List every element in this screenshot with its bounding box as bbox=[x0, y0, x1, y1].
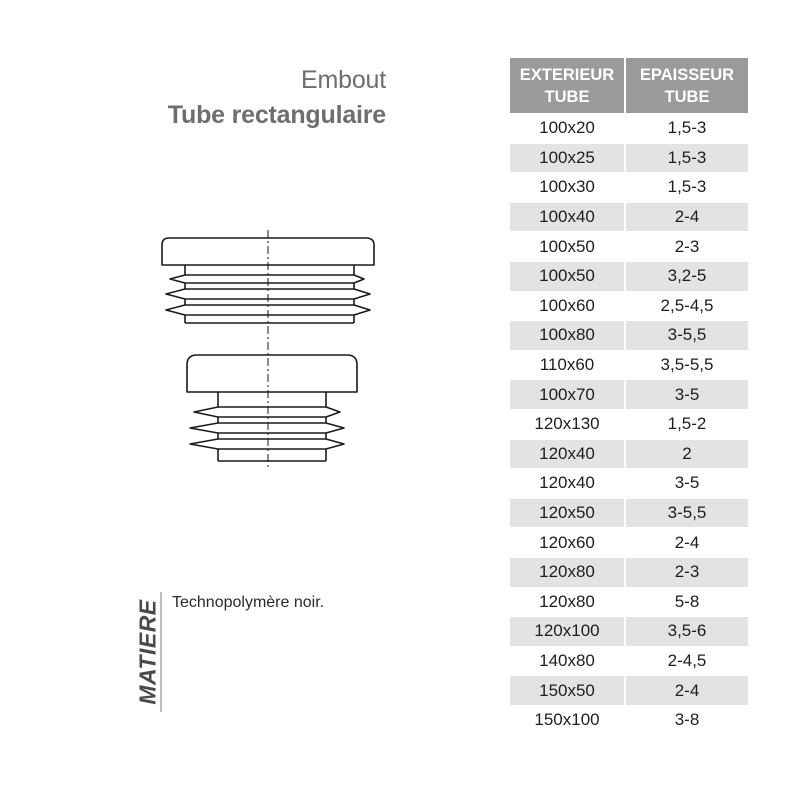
cell-epaisseur: 3-8 bbox=[626, 705, 748, 735]
cell-epaisseur: 3-5,5 bbox=[626, 498, 748, 528]
cell-epaisseur: 2-4,5 bbox=[626, 646, 748, 676]
table-row bbox=[510, 143, 748, 173]
header-col1-line2: TUBE bbox=[544, 87, 590, 106]
cell-exterieur: 120x40 bbox=[510, 468, 626, 498]
cell-exterieur: 120x50 bbox=[510, 498, 626, 528]
cell-epaisseur: 2-4 bbox=[626, 527, 748, 557]
title-line-2: Tube rectangulaire bbox=[167, 101, 386, 129]
cell-epaisseur: 3,5-6 bbox=[626, 616, 748, 646]
cell-epaisseur: 1,5-3 bbox=[626, 113, 748, 143]
table-row bbox=[510, 557, 748, 587]
table-row bbox=[510, 468, 748, 498]
cell-exterieur: 120x100 bbox=[510, 616, 626, 646]
cell-epaisseur: 3,5-5,5 bbox=[626, 350, 748, 380]
cell-epaisseur: 2,5-4,5 bbox=[626, 291, 748, 321]
cell-epaisseur: 2-4 bbox=[626, 675, 748, 705]
cell-epaisseur: 1,5-3 bbox=[626, 143, 748, 173]
material-description: Technopolymère noir. bbox=[172, 594, 325, 611]
cell-exterieur: 100x25 bbox=[510, 143, 626, 173]
cell-epaisseur: 2 bbox=[626, 439, 748, 469]
cell-exterieur: 100x50 bbox=[510, 261, 626, 291]
cell-epaisseur: 3,2-5 bbox=[626, 261, 748, 291]
title-line-1: Embout bbox=[301, 66, 386, 94]
cell-epaisseur: 2-4 bbox=[626, 202, 748, 232]
table-row bbox=[510, 320, 748, 350]
header-epaisseur-tube bbox=[626, 58, 748, 113]
header-col2-line1: EPAISSEUR bbox=[639, 65, 735, 84]
cell-exterieur: 120x40 bbox=[510, 439, 626, 469]
table-row bbox=[510, 172, 748, 202]
table-row bbox=[510, 113, 748, 143]
table-row bbox=[510, 646, 748, 676]
material-label: MATIERE bbox=[134, 599, 161, 705]
cell-exterieur: 120x80 bbox=[510, 557, 626, 587]
table-row bbox=[510, 261, 748, 291]
cell-exterieur: 120x80 bbox=[510, 587, 626, 617]
cell-exterieur: 100x30 bbox=[510, 172, 626, 202]
cell-epaisseur: 5-8 bbox=[626, 587, 748, 617]
table-row bbox=[510, 587, 748, 617]
cell-exterieur: 150x100 bbox=[510, 705, 626, 735]
cell-epaisseur: 2-3 bbox=[626, 557, 748, 587]
table-row bbox=[510, 705, 748, 735]
end-cap-drawing bbox=[150, 225, 390, 475]
table-row bbox=[510, 350, 748, 380]
cell-epaisseur: 2-3 bbox=[626, 231, 748, 261]
cell-epaisseur: 3-5,5 bbox=[626, 320, 748, 350]
dimensions-table bbox=[510, 58, 748, 734]
header-col1-line1: EXTERIEUR bbox=[519, 65, 615, 84]
cell-exterieur: 100x20 bbox=[510, 113, 626, 143]
table-row bbox=[510, 379, 748, 409]
cell-epaisseur: 1,5-2 bbox=[626, 409, 748, 439]
cell-exterieur: 110x60 bbox=[510, 350, 626, 380]
header-exterieur-tube bbox=[510, 58, 626, 113]
table-row bbox=[510, 231, 748, 261]
cell-epaisseur: 1,5-3 bbox=[626, 172, 748, 202]
table-row bbox=[510, 409, 748, 439]
cell-exterieur: 100x80 bbox=[510, 320, 626, 350]
cell-exterieur: 100x40 bbox=[510, 202, 626, 232]
cell-exterieur: 100x70 bbox=[510, 379, 626, 409]
table-row bbox=[510, 498, 748, 528]
cell-exterieur: 100x50 bbox=[510, 231, 626, 261]
cell-exterieur: 120x130 bbox=[510, 409, 626, 439]
cell-exterieur: 120x60 bbox=[510, 527, 626, 557]
cell-epaisseur: 3-5 bbox=[626, 468, 748, 498]
end-cap-side-view-narrow bbox=[187, 355, 357, 461]
cell-exterieur: 150x50 bbox=[510, 675, 626, 705]
table-row bbox=[510, 202, 748, 232]
table-row bbox=[510, 291, 748, 321]
table-row bbox=[510, 439, 748, 469]
header-col2-line2: TUBE bbox=[664, 87, 710, 106]
table-row bbox=[510, 675, 748, 705]
table-row bbox=[510, 527, 748, 557]
cell-exterieur: 140x80 bbox=[510, 646, 626, 676]
cell-epaisseur: 3-5 bbox=[626, 379, 748, 409]
table-header-row bbox=[510, 58, 748, 113]
table-row bbox=[510, 616, 748, 646]
cell-exterieur: 100x60 bbox=[510, 291, 626, 321]
